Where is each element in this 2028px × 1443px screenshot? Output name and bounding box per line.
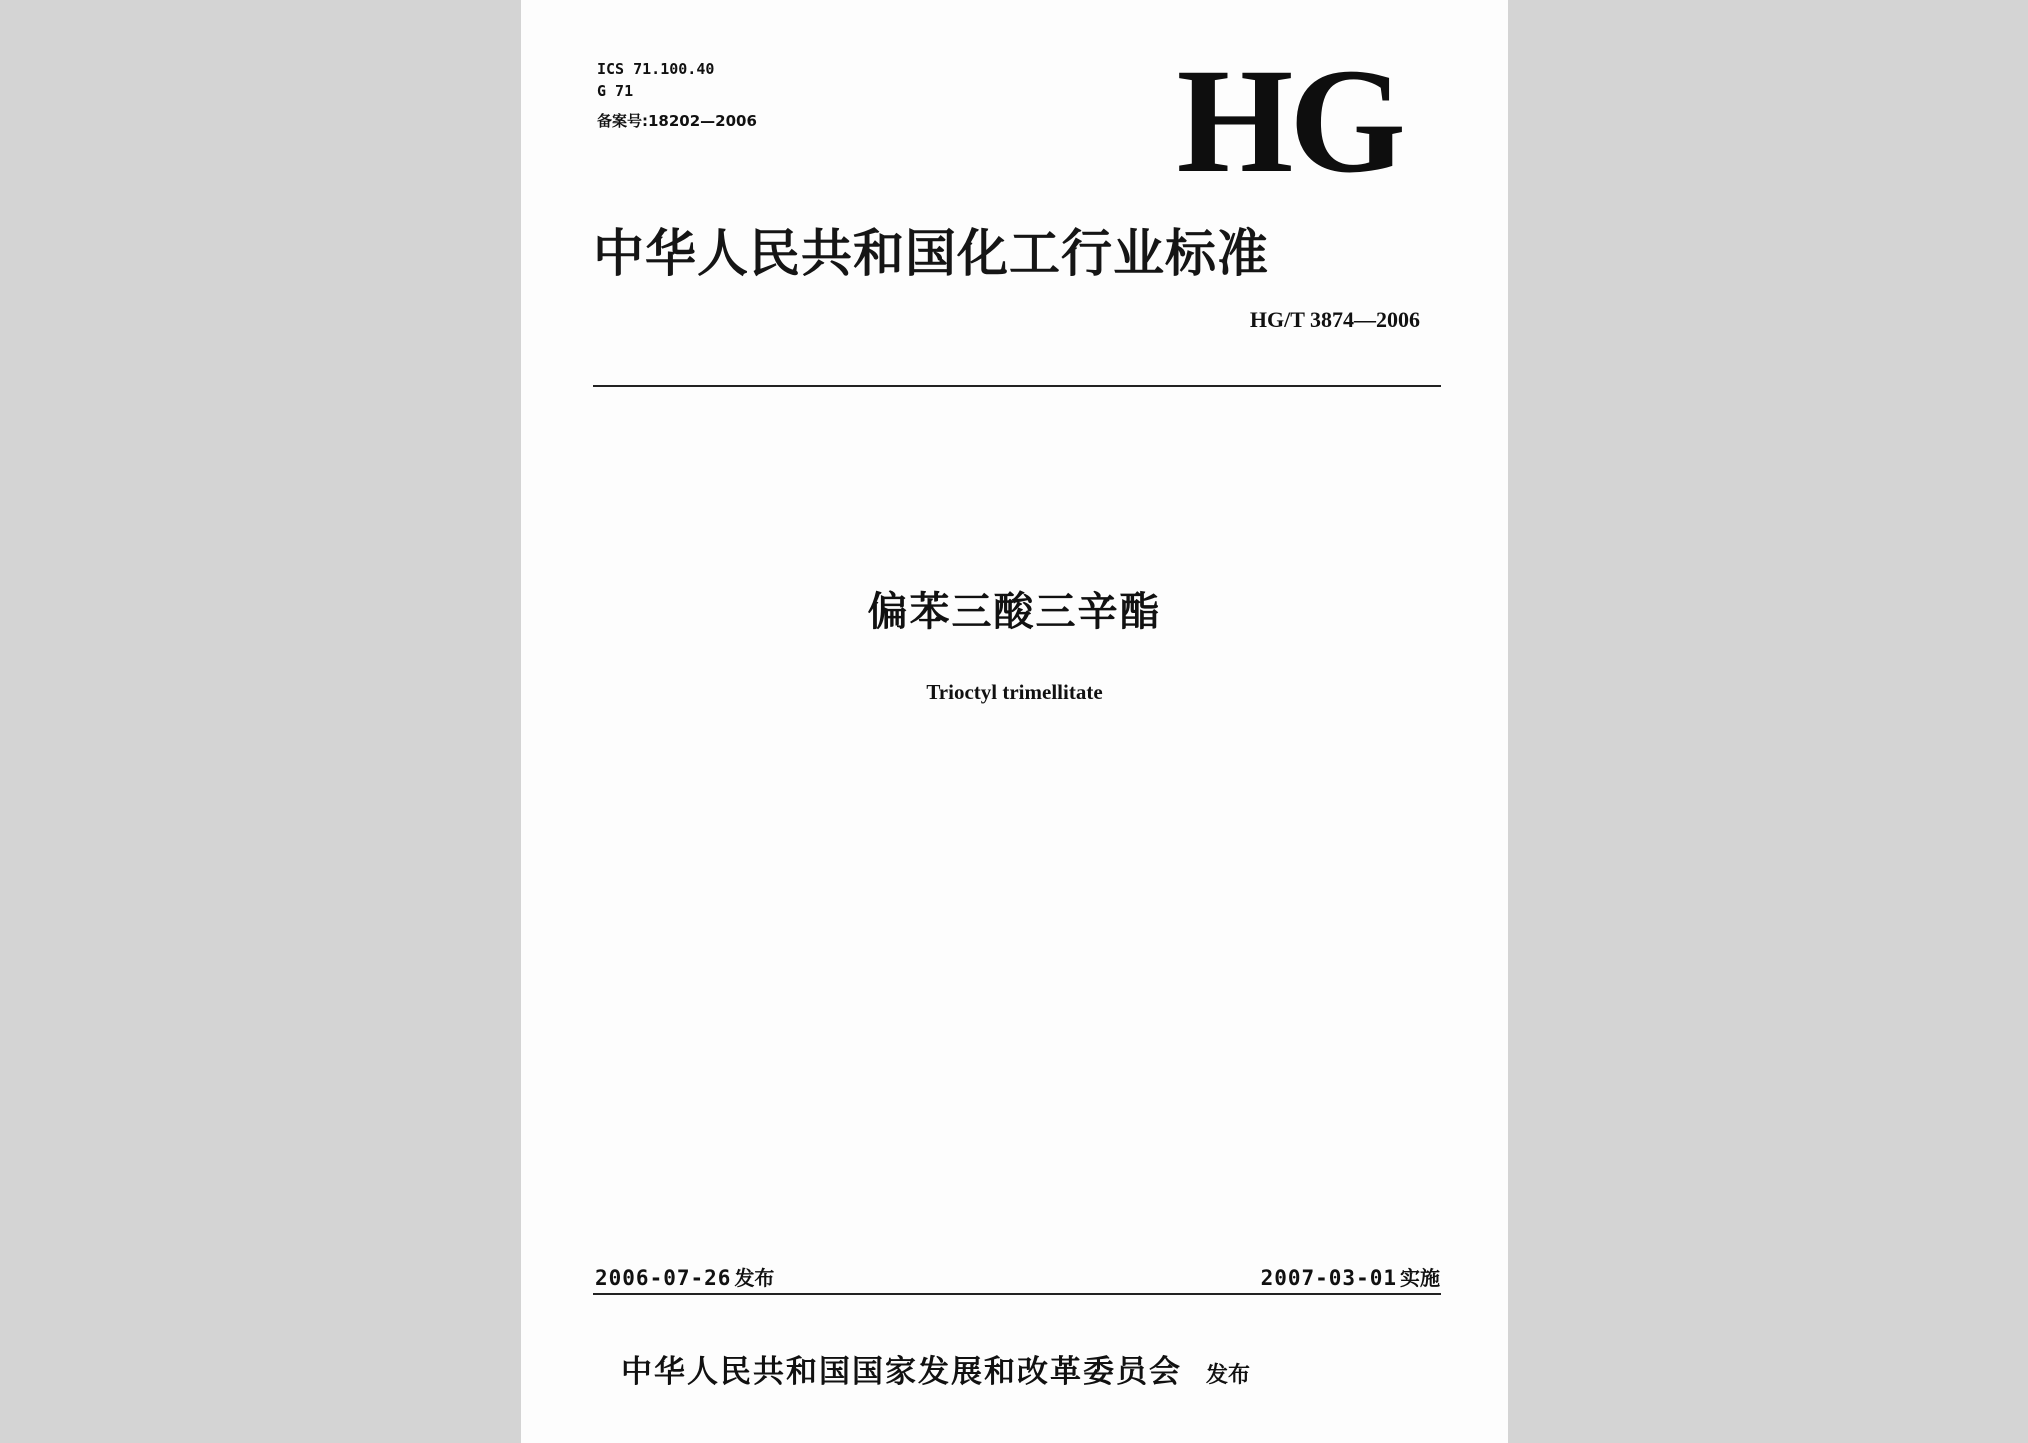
issuer-name: 中华人民共和国国家发展和改革委员会	[621, 1354, 1182, 1390]
document-title-cn: 偏苯三酸三辛酯	[867, 589, 1162, 635]
footer-divider	[593, 1293, 1441, 1295]
issue-date: 2006-07-26	[595, 1266, 732, 1290]
issuer-line	[621, 1346, 1250, 1391]
effective-date-line	[1261, 1262, 1440, 1291]
document-page	[521, 0, 1508, 1443]
issue-date-line	[595, 1262, 774, 1291]
header-divider	[593, 385, 1441, 387]
standard-number: HG/T 3874—2006	[1249, 307, 1420, 332]
standard-title: 中华人民共和国化工行业标准	[593, 225, 1270, 284]
issuer-action: 发布	[1206, 1363, 1251, 1388]
ccs-code: G 71	[597, 82, 634, 100]
hg-logo-mark: HG	[1176, 38, 1402, 204]
issue-label: 发布	[734, 1266, 775, 1290]
document-title-en: Trioctyl trimellitate	[926, 680, 1103, 704]
effective-label: 实施	[1400, 1266, 1440, 1290]
effective-date: 2007-03-01	[1260, 1266, 1397, 1290]
ics-code: ICS 71.100.40	[597, 60, 715, 78]
record-number: 备案号:18202—2006	[597, 112, 757, 130]
